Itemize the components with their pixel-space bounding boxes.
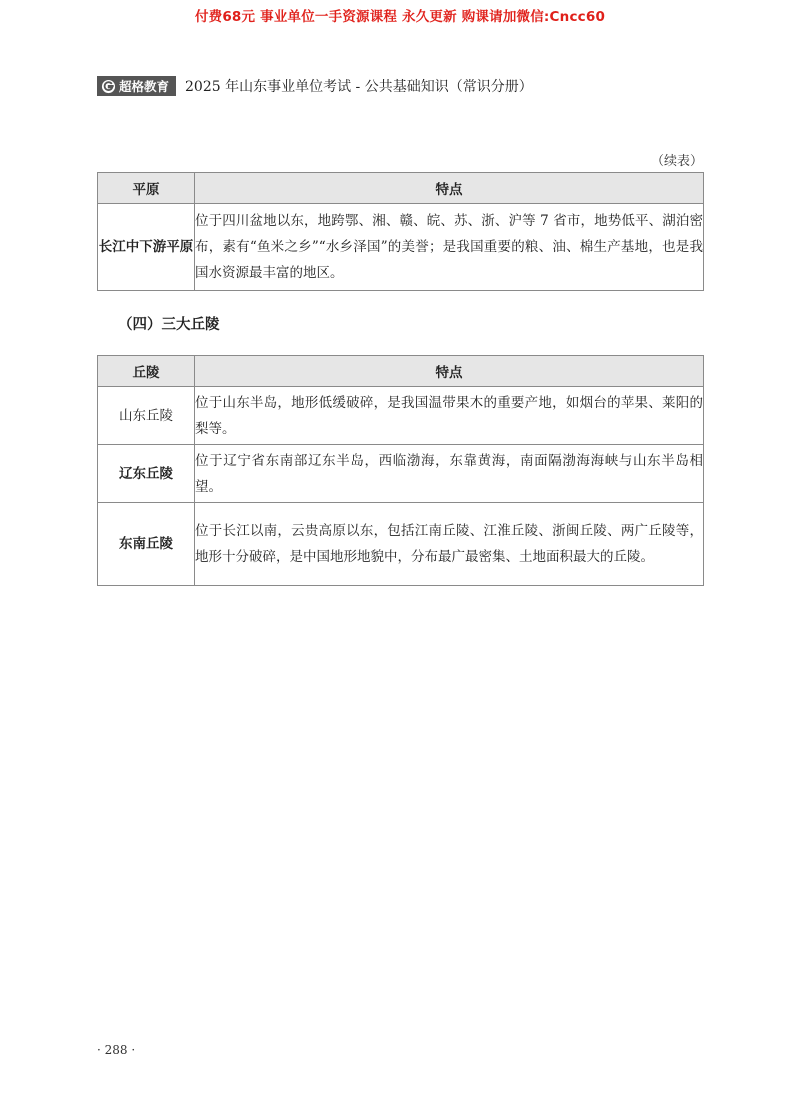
continued-label: （续表） <box>650 154 703 169</box>
plain-table <box>97 172 704 291</box>
plain-desc-cell: 位于四川盆地以东，地跨鄂、湘、赣、皖、苏、浙、沪等 7 省市，地势低平、湖泊密布，素有“鱼米之乡”“水乡泽国”的美誉；是我国重要的粮、油、棉生产基地，也是我国水资源最丰富的地区。 <box>195 204 704 291</box>
book-title: 2025 年山东事业单位考试 - 公共基础知识（常识分册） <box>185 79 533 95</box>
hill-name-cell: 辽东丘陵 <box>98 445 195 503</box>
section-title: （四）三大丘陵 <box>118 317 220 333</box>
table-row <box>98 503 704 586</box>
hill-desc-cell: 位于山东半岛，地形低缓破碎，是我国温带果木的重要产地，如烟台的苹果、莱阳的梨等。 <box>195 387 704 445</box>
table-row <box>98 387 704 445</box>
logo-text: 超格教育 <box>119 79 170 94</box>
column-header: 平原 <box>98 173 195 204</box>
brand-logo <box>97 76 176 96</box>
table-row <box>98 445 704 503</box>
column-header: 特点 <box>195 356 704 387</box>
hill-table <box>97 355 704 586</box>
hill-desc-cell: 位于长江以南，云贵高原以东，包括江南丘陵、江淮丘陵、浙闽丘陵、两广丘陵等，地形十分破碎，是中国地形地貌中，分布最广最密集、土地面积最大的丘陵。 <box>195 503 704 586</box>
page-number: · 288 · <box>97 1043 136 1057</box>
table-row <box>98 204 704 291</box>
table-header-row <box>98 356 704 387</box>
column-header: 特点 <box>195 173 704 204</box>
hill-name-cell: 东南丘陵 <box>98 503 195 586</box>
logo-g-icon <box>101 79 116 94</box>
page-header <box>97 76 533 96</box>
column-header: 丘陵 <box>98 356 195 387</box>
hill-name-cell: 山东丘陵 <box>98 387 195 445</box>
table-header-row <box>98 173 704 204</box>
plain-name-cell: 长江中下游平原 <box>98 204 195 291</box>
watermark-banner: 付费68元 事业单位一手资源课程 永久更新 购课请加微信:Cncc60 <box>194 9 606 25</box>
hill-desc-cell: 位于辽宁省东南部辽东半岛，西临渤海，东靠黄海，南面隔渤海海峡与山东半岛相望。 <box>195 445 704 503</box>
